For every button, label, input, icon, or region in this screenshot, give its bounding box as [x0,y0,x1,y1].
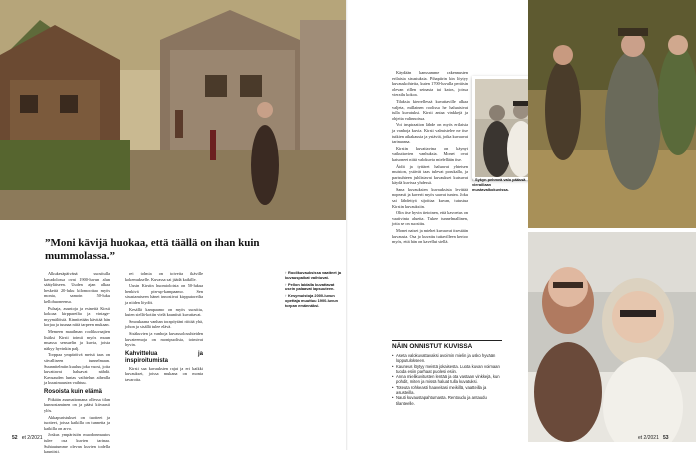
magazine-issue: et 2/2021 [638,435,659,441]
paragraph: Memeen maailman roolikuvaajien lisäksi Kirsti toimii myös muun muassa sensuelin ja kuvia, joista näkyy hyvinkin palj. [44,328,110,351]
field-couple-photo [528,0,696,228]
paragraph: rei tolmia on toiveita ikäville kokemukselle. Kuvassa sai jäädä kaikille. [125,271,203,282]
right-column-1 [392,70,468,246]
paragraph: Pulsaja, asuntoja ja esineitä Kirsti kokoaa kirppareilta ja vintage-myymälöistä. Kinnitetään kävttää hän korjaa ja tuunaa niitä tarpeen mukaan. [44,305,110,328]
paragraph: Kesällä kampaamo on myös suosittu, kuten siellä-kotiin vielä kauniisti kuvattavat. [125,306,203,318]
list-item: • Aseta valokuvattavaksi avoimin mielin ja usko hyvään lopputulokseen. [392,353,502,364]
list-item: • Toteuta rohkeasti haaveitasi meikillä, vaatteilla ja asusteilla. [392,385,502,396]
paragraph: Joskus ympäristön muodonmuutos tulee osa kuvien tarinaa. Suhtautumme olevan kuvien todella kauniisti. [44,432,110,455]
inset-caption: ↑ Sykyn pehmeä valo päässä vieraillaan mustavalkokuvissa. [472,177,526,192]
paragraph: Torppaa ympäröivä metsä taas on sitvalliseen tunnelmaan. Suunnitelmiin kuuluu joka vuosi, joita kuvattavat haluavat nähdä. Kavuauden luntas vaihtelun aihealla ja kuusimaustea vaihtuu. [44,352,111,386]
paragraph: Olin itse hyvin tietoinen, että kavoetus on vaativinta aluetta. Tukee tunnelmallinen, jotta se on suosittu. [392,210,468,227]
paragraph: Voi inspiraation lähde on myös erilaisia ja vanhoja kuvia. Kirsti valmistelee ne itse tutkien aikakausia ja ystäviä, jotka kuvaavat tarinaansa. [392,122,468,145]
paragraph: Kirsti saa kavauksien rajat ja eri kaikki kuvaukset, joissa mukana on monia tavaroita. [125,365,203,382]
left-column-2 [125,271,203,384]
farmyard-photo [0,0,348,220]
section-heading: Rosoista kuin elämä [44,388,103,395]
pull-quote: ”Moni kävijä huokaa, että täällä on ihan kuin mummolassa.” [45,237,260,262]
caption: ↑ Pellon laidalla kuvattavat usein palaavat lapsuuteen. [285,281,335,292]
paragraph: Sisäkuvien ja vanhoja kuvausolosuhteiden kuvateemoja on monipuolisia, toimivat hyvin. [125,330,203,348]
right-page [348,0,696,450]
caption: ↑ Kesymuistoja 2000-luvun opettaja muuttuu 1900-luvun torpan emännäksi. [285,293,338,308]
list-item: • Anna mielikuvitusten lentää ja ota vastaan vinkkejä, kun pohdit, miten ja missä haluat tulla kuvatuksi. [392,374,502,385]
page-footer-left [12,435,43,441]
paragraph: Alkukesäpäivänä suositulla kavadolossa ovat 1900-luvun alun säätyläiseen. Uuden ajan alkaa heskeitä 20-luku kilomoottaa myös monia, samoin 50-luku kellohuoneensa. [44,271,110,304]
paragraph: Pitkään asumattomana ollessa tilan kunnostaminen on ja pääsi kiivaasti ylös. [44,396,110,414]
photo-captions [285,271,343,309]
tips-box [392,340,502,406]
paragraph: Smoukaana vanhan torapöytäni riittää yhä, johon ja sisällä tulee elävä. [125,318,203,330]
left-column-1 [44,271,110,456]
section-heading: Kahvittelua ja inspiroitumista [125,350,203,364]
tips-list [392,353,502,406]
paragraph: Käydään kanssamme rakennusten erilaisia sisustuksia. Pihapiirin kin löytyy kuvauskohteita, kuten 1700-luvulla peräisin olevan rillen seinasta tai katos, joissa vierailu kokoa. [392,70,468,98]
paragraph: Monet naiset ja miehet kuvaavat itsestään kuvausta. Osa jo kuvattu tuttavilleen kertoo myös, että hän on kavellut siellä. [392,228,468,245]
left-page [0,0,348,455]
paragraph: Uusin Kirstin huomioloista on 50-lukua henkivä pin-up-kampaamo. Sen sisustamiseen hänet innostivat kirpputoreilta ja niiden löydöt. [125,283,203,305]
paragraph: Äidit ja tyttäret haluavat yhteisen muiston, ystävät taas tulevat porukalla, ja parisuhteen juhlistavat kuvaukset kutsuvat käydä kuvissa yhdessä. [392,163,468,186]
page-number: 53 [663,435,669,441]
paragraph: Kirstin kuvattavina on käynyt vaikuttavien vanhuksia. Monet ovat katsoneet niitä valokuvia mielellään itse. [392,145,468,162]
caption: ↑ Roolikuvauksissa vaatteet ja kuvauspaikat vaihtuvat. [285,270,342,280]
friends-portrait-photo [528,232,696,442]
magazine-issue: et 2/2021 [21,435,43,441]
paragraph: Sana kuvauksien kuvauksista levittää nopeasti ja kaverit myös saavat tuntea. Joku sai lähdettyä sijoittaa kuvan, tutustua Kirstin kuvauksiin. [392,186,468,209]
list-item: • Kauneus löytyy meistä jokaisesta. Luota kuvan voimaan tuoda esiin parhaat puolesi esiin. [392,364,502,375]
paragraph: Tilaksia kierrellessä kuvattaville alkaa valjeta, millainen roolissa he haluaisivat tulla kuvatuksi. Kirsti antaa vinkkejä ja ohjeita valinnoissa. [392,98,468,121]
page-footer-right [638,435,669,441]
tips-title: NÄIN ONNISTUT KUVISSA [392,340,502,351]
page-number: 52 [12,435,18,441]
paragraph: Akkapuristukset on tuotteet ja tuotteet, joissa kaikilla on tunnetta ja kaikilla on arvo. [44,414,110,431]
list-item: • Nauti kuvaustapahtumasta. Rentoudu ja antaudu tilanteelle. [392,395,502,406]
